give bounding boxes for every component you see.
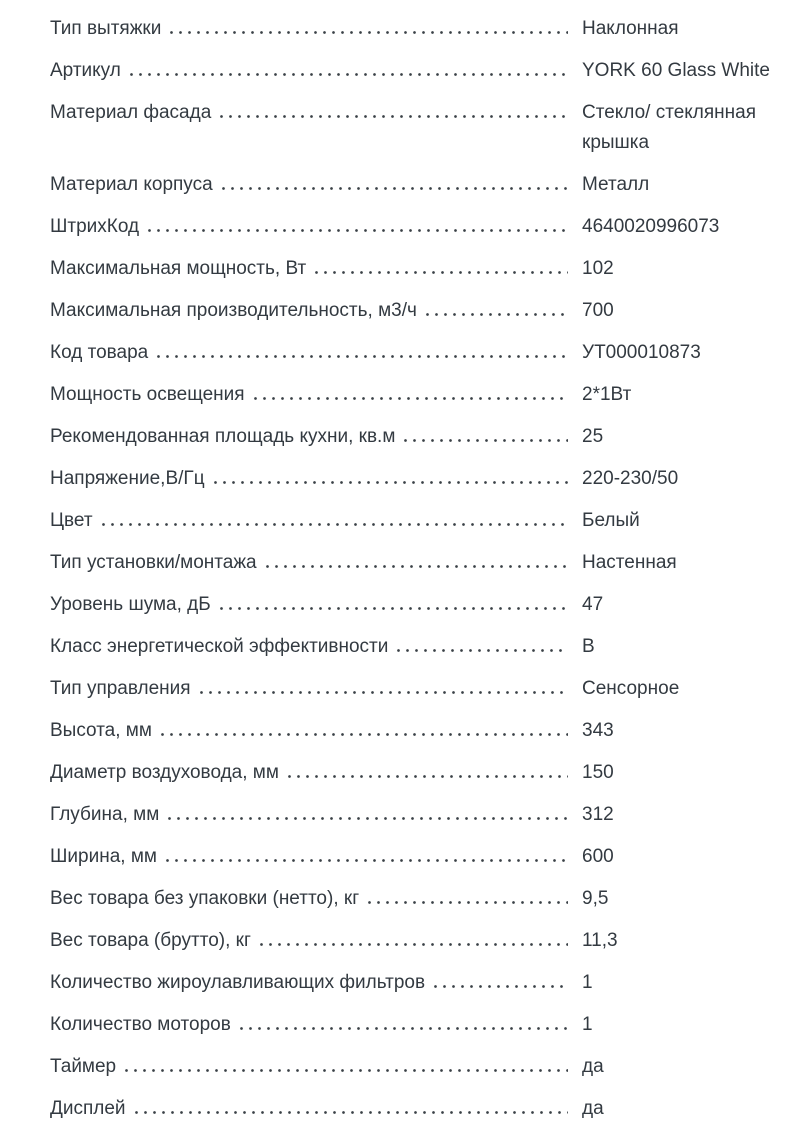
spec-row bbox=[50, 1052, 788, 1082]
dotted-leader bbox=[426, 313, 568, 316]
spec-row bbox=[50, 926, 788, 956]
dotted-leader bbox=[135, 1111, 568, 1114]
dotted-leader bbox=[254, 397, 568, 400]
spec-row bbox=[50, 98, 788, 158]
spec-label: Вес товара без упаковки (нетто), кг bbox=[50, 888, 360, 909]
dotted-leader bbox=[240, 1027, 568, 1030]
spec-label: Количество моторов bbox=[50, 1014, 231, 1035]
spec-row bbox=[50, 758, 788, 788]
spec-value: Металл bbox=[582, 174, 650, 195]
spec-label: Максимальная мощность, Вт bbox=[50, 258, 307, 279]
spec-value: 2*1Вт bbox=[582, 384, 632, 405]
dotted-leader bbox=[200, 691, 568, 694]
dotted-leader bbox=[404, 439, 568, 442]
spec-row bbox=[50, 170, 788, 200]
spec-row bbox=[50, 1094, 788, 1122]
spec-row bbox=[50, 14, 788, 44]
spec-label: Напряжение,В/Гц bbox=[50, 468, 205, 489]
spec-label: Мощность освещения bbox=[50, 384, 245, 405]
spec-label: Цвет bbox=[50, 510, 93, 531]
spec-value: 312 bbox=[582, 804, 614, 825]
dotted-leader bbox=[220, 115, 568, 118]
dotted-leader bbox=[266, 565, 568, 568]
spec-label: Глубина, мм bbox=[50, 804, 160, 825]
spec-value: 47 bbox=[582, 594, 604, 615]
spec-value: Белый bbox=[582, 510, 640, 531]
spec-label: Код товара bbox=[50, 342, 149, 363]
spec-label: Тип установки/монтажа bbox=[50, 552, 257, 573]
spec-row bbox=[50, 884, 788, 914]
spec-value: 4640020996073 bbox=[582, 216, 720, 237]
spec-row bbox=[50, 716, 788, 746]
dotted-leader bbox=[125, 1069, 568, 1072]
dotted-leader bbox=[288, 775, 568, 778]
spec-label: Вес товара (брутто), кг bbox=[50, 930, 251, 951]
spec-row bbox=[50, 842, 788, 872]
spec-label: Материал корпуса bbox=[50, 174, 213, 195]
spec-label: Тип вытяжки bbox=[50, 18, 162, 39]
spec-value: 220-230/50 bbox=[582, 468, 679, 489]
dotted-leader bbox=[434, 985, 568, 988]
spec-value: B bbox=[582, 636, 595, 657]
spec-label: Высота, мм bbox=[50, 720, 152, 741]
dotted-leader bbox=[315, 271, 568, 274]
spec-label: Диаметр воздуховода, мм bbox=[50, 762, 279, 783]
spec-label: Таймер bbox=[50, 1056, 117, 1077]
spec-row bbox=[50, 1010, 788, 1040]
dotted-leader bbox=[130, 73, 568, 76]
spec-label: Максимальная производительность, м3/ч bbox=[50, 300, 417, 321]
spec-label: Материал фасада bbox=[50, 102, 212, 123]
dotted-leader bbox=[220, 607, 568, 610]
spec-value: Наклонная bbox=[582, 18, 679, 39]
spec-label: Уровень шума, дБ bbox=[50, 594, 211, 615]
spec-label: Класс энергетической эффективности bbox=[50, 636, 389, 657]
dotted-leader bbox=[148, 229, 568, 232]
spec-row bbox=[50, 380, 788, 410]
spec-value: 102 bbox=[582, 258, 614, 279]
spec-row bbox=[50, 674, 788, 704]
dotted-leader bbox=[260, 943, 568, 946]
dotted-leader bbox=[214, 481, 568, 484]
spec-label: Ширина, мм bbox=[50, 846, 157, 867]
spec-value: Настенная bbox=[582, 552, 677, 573]
spec-label: Артикул bbox=[50, 60, 121, 81]
spec-value: 9,5 bbox=[582, 888, 609, 909]
spec-value: 600 bbox=[582, 846, 614, 867]
spec-row bbox=[50, 464, 788, 494]
spec-value: 11,3 bbox=[582, 930, 618, 951]
spec-row bbox=[50, 632, 788, 662]
spec-row bbox=[50, 590, 788, 620]
spec-value: 700 bbox=[582, 300, 614, 321]
spec-row bbox=[50, 506, 788, 536]
dotted-leader bbox=[168, 817, 568, 820]
dotted-leader bbox=[102, 523, 568, 526]
spec-value: да bbox=[582, 1056, 604, 1077]
spec-value: 343 bbox=[582, 720, 614, 741]
dotted-leader bbox=[166, 859, 568, 862]
spec-row bbox=[50, 800, 788, 830]
spec-label: Рекомендованная площадь кухни, кв.м bbox=[50, 426, 396, 447]
spec-value: да bbox=[582, 1098, 604, 1119]
spec-label: Дисплей bbox=[50, 1098, 126, 1119]
dotted-leader bbox=[397, 649, 568, 652]
spec-value: 1 bbox=[582, 1014, 593, 1035]
spec-row bbox=[50, 56, 788, 86]
spec-value: 1 bbox=[582, 972, 593, 993]
spec-row bbox=[50, 254, 788, 284]
spec-row bbox=[50, 338, 788, 368]
spec-row bbox=[50, 296, 788, 326]
dotted-leader bbox=[170, 31, 568, 34]
dotted-leader bbox=[222, 187, 568, 190]
spec-value: 150 bbox=[582, 762, 614, 783]
spec-row bbox=[50, 968, 788, 998]
spec-value: YORK 60 Glass White bbox=[582, 60, 770, 81]
dotted-leader bbox=[368, 901, 568, 904]
dotted-leader bbox=[157, 355, 568, 358]
spec-row bbox=[50, 422, 788, 452]
spec-row bbox=[50, 548, 788, 578]
spec-label: Тип управления bbox=[50, 678, 191, 699]
spec-value: 25 bbox=[582, 426, 604, 447]
spec-value: Стекло/ стеклянная крышка bbox=[582, 102, 757, 153]
spec-value: УТ000010873 bbox=[582, 342, 701, 363]
spec-row bbox=[50, 212, 788, 242]
spec-label: Количество жироулавливающих фильтров bbox=[50, 972, 426, 993]
dotted-leader bbox=[161, 733, 568, 736]
spec-label: ШтрихКод bbox=[50, 216, 140, 237]
spec-value: Сенсорное bbox=[582, 678, 680, 699]
